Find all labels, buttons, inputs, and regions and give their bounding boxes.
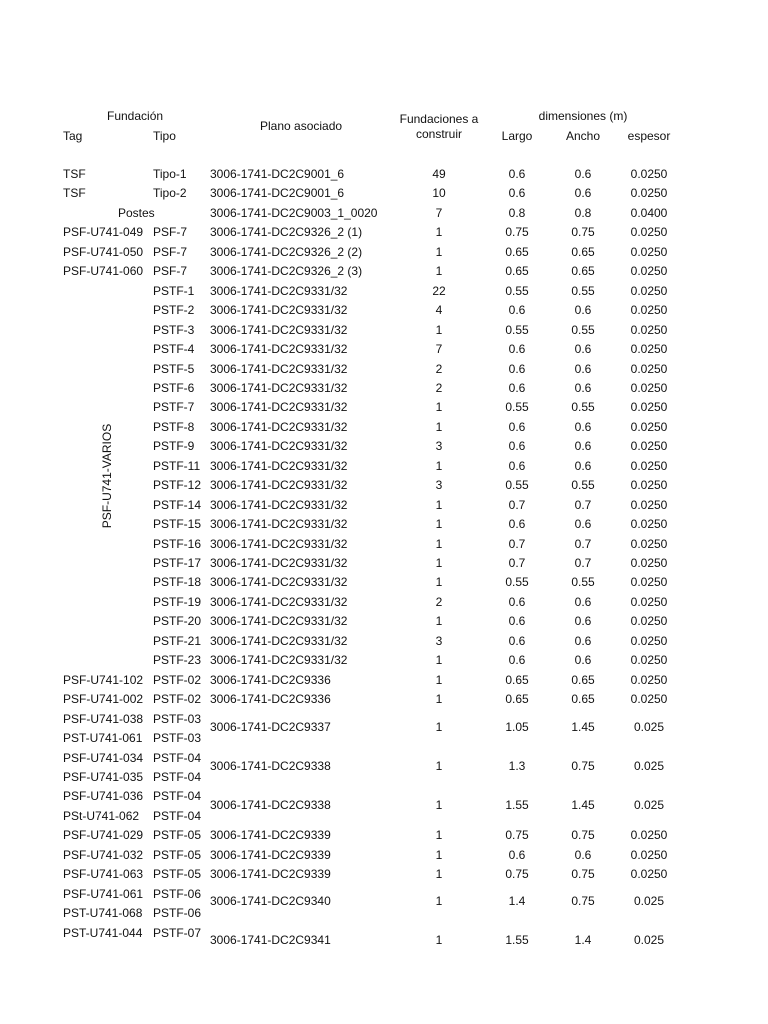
cell-ancho: 0.6: [574, 419, 592, 434]
cell-tipo: PSF-7: [153, 244, 188, 259]
header-plano-asociado: Plano asociado: [260, 119, 343, 133]
merged-plano: 3006-1741-DC2C9341: [210, 933, 331, 944]
cell-tag: PST-U741-044: [63, 925, 143, 940]
merged-ancho: 1.45: [571, 798, 595, 812]
cell-tipo: PSTF-1: [153, 283, 195, 298]
cell-plano: 3006-1741-DC2C9331/32: [210, 653, 348, 668]
cell-espesor: 0.0250: [630, 458, 668, 473]
header-espesor: espesor: [627, 129, 671, 143]
cell-plano: 3006-1741-DC2C9331/32: [210, 633, 348, 648]
cell-qty: 1: [435, 419, 443, 434]
cell-espesor: 0.0250: [630, 867, 668, 882]
cell-qty: 7: [435, 342, 443, 357]
cell-largo: 0.6: [508, 594, 526, 609]
cell-tipo: PSTF-05: [153, 847, 202, 862]
group-label-psf-u741-varios: PSF-U741-VARIOS: [100, 423, 114, 529]
cell-plano: 3006-1741-DC2C9001_6: [210, 186, 345, 201]
cell-espesor: 0.0250: [630, 244, 668, 259]
cell-qty: 1: [435, 517, 443, 532]
cell-qty: 1: [435, 400, 443, 415]
cell-largo: 0.6: [508, 614, 526, 629]
cell-largo: 0.65: [505, 264, 529, 279]
cell-qty: 3: [435, 439, 443, 454]
cell-tag: PSF-U741-063: [63, 867, 144, 882]
cell-qty: 1: [435, 672, 443, 687]
cell-tipo: PSTF-4: [153, 342, 195, 357]
cell-plano: 3006-1741-DC2C9336: [210, 692, 331, 707]
cell-plano: 3006-1741-DC2C9339: [210, 847, 331, 862]
cell-ancho: 0.55: [571, 478, 595, 493]
merged-ancho: 1.45: [571, 720, 595, 734]
cell-ancho: 0.75: [571, 225, 595, 240]
cell-largo: 0.6: [508, 517, 526, 532]
cell-tag: PSF-U741-050: [63, 244, 144, 259]
cell-ancho: 0.6: [574, 439, 592, 454]
cell-ancho: 0.65: [571, 244, 595, 259]
cell-qty: 1: [435, 828, 443, 843]
cell-largo: 0.7: [508, 536, 526, 551]
cell-ancho: 0.6: [574, 653, 592, 668]
cell-plano: 3006-1741-DC2C9331/32: [210, 400, 348, 415]
cell-plano: 3006-1741-DC2C9331/32: [210, 419, 348, 434]
cell-qty: 7: [435, 205, 443, 220]
cell-tipo: PSTF-12: [153, 478, 202, 493]
cell-largo: 0.6: [508, 342, 526, 357]
header-ancho: Ancho: [565, 129, 601, 143]
cell-ancho: 0.55: [571, 400, 595, 415]
cell-qty: 1: [435, 692, 443, 707]
cell-tipo: PSTF-14: [153, 497, 202, 512]
merged-plano: 3006-1741-DC2C9338: [210, 759, 331, 773]
cell-espesor: 0.0250: [630, 594, 668, 609]
cell-tipo: PSTF-03: [153, 731, 202, 746]
header-tipo: Tipo: [153, 129, 176, 143]
cell-largo: 0.6: [508, 458, 526, 473]
cell-espesor: 0.0250: [630, 556, 668, 570]
cell-tipo: PSTF-06: [153, 886, 202, 901]
cell-ancho: 0.55: [571, 575, 595, 590]
cell-tag: PST-U741-068: [63, 906, 143, 921]
cell-espesor: 0.0250: [630, 692, 668, 707]
cell-plano: 3006-1741-DC2C9326_2 (1): [210, 225, 363, 240]
cell-plano: 3006-1741-DC2C9331/32: [210, 536, 348, 551]
cell-tag: TSF: [63, 167, 86, 181]
cell-espesor: 0.0250: [630, 672, 668, 687]
cell-tipo: PSTF-17: [153, 556, 202, 570]
cell-tag: PSF-U741-102: [63, 672, 144, 687]
cell-tipo: PSTF-8: [153, 419, 195, 434]
cell-tag: PSF-U741-036: [63, 789, 144, 804]
cell-largo: 0.6: [508, 361, 526, 376]
cell-ancho: 0.7: [574, 536, 592, 551]
cell-tipo: PSTF-11: [153, 458, 201, 473]
cell-qty: 1: [435, 847, 443, 862]
cell-qty: 1: [435, 614, 443, 629]
cell-espesor: 0.0250: [630, 225, 668, 240]
cell-largo: 0.7: [508, 497, 526, 512]
cell-ancho: 0.6: [574, 458, 592, 473]
cell-qty: 2: [435, 594, 443, 609]
merged-largo: 1.4: [508, 894, 526, 908]
cell-qty: 49: [432, 167, 446, 181]
cell-tag: PSF-U741-029: [63, 828, 144, 843]
merged-qty: 1: [435, 759, 443, 773]
cell-largo: 0.75: [505, 828, 529, 843]
cell-qty: 3: [435, 478, 443, 493]
cell-ancho: 0.6: [574, 361, 592, 376]
cell-tag: PSF-U741-002: [63, 692, 144, 707]
cell-tipo: PSTF-9: [153, 439, 195, 454]
cell-ancho: 0.6: [574, 342, 592, 357]
cell-largo: 0.6: [508, 167, 526, 181]
merged-espesor: 0.025: [633, 894, 665, 908]
merged-qty: 1: [435, 894, 443, 908]
header-fundacion: Fundación: [107, 109, 164, 123]
cell-plano: 3006-1741-DC2C9331/32: [210, 575, 348, 590]
merged-plano: 3006-1741-DC2C9340: [210, 894, 331, 908]
cell-espesor: 0.0250: [630, 186, 668, 201]
merged-largo: 1.3: [508, 759, 526, 773]
cell-tipo: PSTF-23: [153, 653, 202, 668]
cell-tipo: PSTF-04: [153, 808, 202, 823]
cell-espesor: 0.0250: [630, 380, 668, 395]
cell-largo: 0.75: [505, 867, 529, 882]
cell-ancho: 0.75: [571, 867, 595, 882]
cell-qty: 4: [435, 303, 443, 318]
cell-tipo: PSTF-20: [153, 614, 202, 629]
cell-largo: 0.65: [505, 244, 529, 259]
cell-largo: 0.8: [508, 205, 526, 220]
cell-ancho: 0.65: [571, 692, 595, 707]
cell-espesor: 0.0250: [630, 264, 668, 279]
cell-ancho: 0.6: [574, 167, 592, 181]
cell-espesor: 0.0250: [630, 633, 668, 648]
cell-ancho: 0.7: [574, 497, 592, 512]
cell-qty: 1: [435, 556, 443, 570]
cell-ancho: 0.65: [571, 264, 595, 279]
cell-ancho: 0.6: [574, 614, 592, 629]
cell-tag: PSt-U741-062: [63, 808, 140, 823]
cell-largo: 0.6: [508, 653, 526, 668]
cell-ancho: 0.6: [574, 186, 592, 201]
merged-ancho: 1.4: [574, 933, 592, 944]
cell-tipo: Tipo-2: [153, 186, 187, 201]
cell-qty: 1: [435, 575, 443, 590]
cell-plano: 3006-1741-DC2C9336: [210, 672, 331, 687]
cell-qty: 2: [435, 380, 443, 395]
header-tag: Tag: [63, 129, 83, 143]
cell-qty: 1: [435, 225, 443, 240]
cell-qty: 10: [432, 186, 446, 201]
merged-ancho: 0.75: [571, 759, 595, 773]
cell-plano: 3006-1741-DC2C9331/32: [210, 458, 348, 473]
cell-tipo: PSF-7: [153, 264, 188, 279]
cell-plano: 3006-1741-DC2C9331/32: [210, 322, 348, 337]
cell-tipo: PSTF-19: [153, 594, 202, 609]
cell-ancho: 0.55: [571, 283, 595, 298]
cell-largo: 0.55: [505, 400, 529, 415]
cell-espesor: 0.0250: [630, 478, 668, 493]
merged-qty: 1: [435, 720, 443, 734]
cell-largo: 0.6: [508, 303, 526, 318]
cell-tipo: PSTF-6: [153, 380, 195, 395]
cell-qty: 22: [432, 283, 446, 298]
header-fundaciones-line1: Fundaciones a: [399, 112, 479, 126]
cell-plano: 3006-1741-DC2C9331/32: [210, 439, 348, 454]
cell-espesor: 0.0250: [630, 322, 668, 337]
merged-largo: 1.55: [505, 933, 529, 944]
cell-espesor: 0.0250: [630, 828, 668, 843]
cell-tag: PSF-U741-060: [63, 264, 144, 279]
cell-espesor: 0.0400: [630, 205, 668, 220]
cell-plano: 3006-1741-DC2C9339: [210, 828, 331, 843]
cell-espesor: 0.0250: [630, 614, 668, 629]
merged-largo: 1.05: [505, 720, 529, 734]
header-fundaciones-line2: construir: [415, 127, 463, 141]
cell-largo: 0.75: [505, 225, 529, 240]
cell-tag: Postes: [118, 205, 155, 220]
cell-tipo: PSTF-02: [153, 672, 202, 687]
cell-plano: 3006-1741-DC2C9331/32: [210, 614, 348, 629]
cell-qty: 1: [435, 653, 443, 668]
cell-ancho: 0.6: [574, 594, 592, 609]
cell-tipo: Tipo-1: [153, 167, 187, 181]
cell-tag: PSF-U741-061: [63, 886, 144, 901]
cell-tipo: PSTF-07: [153, 925, 202, 940]
cell-largo: 0.7: [508, 556, 526, 570]
cell-qty: 1: [435, 244, 443, 259]
cell-espesor: 0.0250: [630, 575, 668, 590]
cell-tipo: PSTF-21: [153, 633, 202, 648]
cell-plano: 3006-1741-DC2C9331/32: [210, 517, 348, 532]
cell-largo: 0.65: [505, 672, 529, 687]
cell-espesor: 0.0250: [630, 653, 668, 668]
cell-plano: 3006-1741-DC2C9331/32: [210, 342, 348, 357]
cell-tag: TSF: [63, 186, 86, 201]
cell-tag: PSF-U741-035: [63, 769, 144, 784]
cell-tipo: PSF-7: [153, 225, 188, 240]
cell-qty: 1: [435, 264, 443, 279]
cell-plano: 3006-1741-DC2C9331/32: [210, 283, 348, 298]
cell-tipo: PSTF-05: [153, 828, 202, 843]
merged-espesor: 0.025: [633, 798, 665, 812]
cell-plano: 3006-1741-DC2C9339: [210, 867, 331, 882]
cell-plano: 3006-1741-DC2C9331/32: [210, 380, 348, 395]
cell-tag: PSF-U741-032: [63, 847, 144, 862]
cell-largo: 0.55: [505, 575, 529, 590]
cell-ancho: 0.6: [574, 517, 592, 532]
cell-tipo: PSTF-3: [153, 322, 195, 337]
cell-largo: 0.55: [505, 322, 529, 337]
cell-plano: 3006-1741-DC2C9331/32: [210, 478, 348, 493]
cell-espesor: 0.0250: [630, 439, 668, 454]
cell-espesor: 0.0250: [630, 536, 668, 551]
cell-espesor: 0.0250: [630, 283, 668, 298]
cell-largo: 0.6: [508, 419, 526, 434]
cell-plano: 3006-1741-DC2C9331/32: [210, 361, 348, 376]
cell-ancho: 0.7: [574, 556, 592, 570]
merged-espesor: 0.025: [633, 759, 665, 773]
cell-tipo: PSTF-04: [153, 769, 202, 784]
cell-largo: 0.65: [505, 692, 529, 707]
cell-qty: 3: [435, 633, 443, 648]
merged-plano: 3006-1741-DC2C9338: [210, 798, 331, 812]
merged-ancho: 0.75: [571, 894, 595, 908]
cell-tipo: PSTF-18: [153, 575, 202, 590]
cell-tipo: PSTF-05: [153, 867, 202, 882]
merged-largo: 1.55: [505, 798, 529, 812]
cell-qty: 1: [435, 322, 443, 337]
header-largo: Largo: [501, 129, 533, 143]
merged-qty: 1: [435, 798, 443, 812]
cell-espesor: 0.0250: [630, 847, 668, 862]
cell-plano: 3006-1741-DC2C9326_2 (3): [210, 264, 363, 279]
cell-espesor: 0.0250: [630, 342, 668, 357]
cell-ancho: 0.6: [574, 633, 592, 648]
cell-tag: PST-U741-061: [63, 731, 143, 746]
cell-largo: 0.6: [508, 186, 526, 201]
merged-plano: 3006-1741-DC2C9337: [210, 720, 331, 734]
cell-plano: 3006-1741-DC2C9331/32: [210, 594, 348, 609]
cell-espesor: 0.0250: [630, 497, 668, 512]
cell-qty: 2: [435, 361, 443, 376]
cell-espesor: 0.0250: [630, 361, 668, 376]
cell-ancho: 0.6: [574, 303, 592, 318]
cell-tipo: PSTF-5: [153, 361, 195, 376]
cell-plano: 3006-1741-DC2C9331/32: [210, 497, 348, 512]
cell-tag: PSF-U741-034: [63, 750, 144, 765]
cell-largo: 0.6: [508, 847, 526, 862]
cell-qty: 1: [435, 536, 443, 551]
cell-ancho: 0.65: [571, 672, 595, 687]
cell-espesor: 0.0250: [630, 400, 668, 415]
cell-plano: 3006-1741-DC2C9003_1_0020: [210, 205, 378, 220]
cell-tipo: PSTF-15: [153, 517, 202, 532]
cell-espesor: 0.0250: [630, 517, 668, 532]
cell-tipo: PSTF-7: [153, 400, 195, 415]
cell-largo: 0.6: [508, 633, 526, 648]
cell-qty: 1: [435, 497, 443, 512]
cell-tag: PSF-U741-049: [63, 225, 144, 240]
cell-ancho: 0.6: [574, 847, 592, 862]
cell-tipo: PSTF-03: [153, 711, 202, 726]
cell-largo: 0.6: [508, 380, 526, 395]
cell-largo: 0.55: [505, 478, 529, 493]
cell-ancho: 0.6: [574, 380, 592, 395]
cell-qty: 1: [435, 458, 443, 473]
cell-ancho: 0.8: [574, 205, 592, 220]
cell-plano: 3006-1741-DC2C9331/32: [210, 556, 348, 570]
merged-qty: 1: [435, 933, 443, 944]
cell-espesor: 0.0250: [630, 419, 668, 434]
cell-largo: 0.55: [505, 283, 529, 298]
cell-tag: PSF-U741-038: [63, 711, 144, 726]
cell-tipo: PSTF-16: [153, 536, 202, 551]
cell-tipo: PSTF-04: [153, 750, 202, 765]
cell-tipo: PSTF-04: [153, 789, 202, 804]
cell-tipo: PSTF-2: [153, 303, 195, 318]
cell-tipo: PSTF-06: [153, 906, 202, 921]
header-dimensiones: dimensiones (m): [538, 109, 628, 123]
cell-ancho: 0.55: [571, 322, 595, 337]
cell-ancho: 0.75: [571, 828, 595, 843]
cell-espesor: 0.0250: [630, 303, 668, 318]
cell-plano: 3006-1741-DC2C9326_2 (2): [210, 244, 363, 259]
merged-espesor: 0.025: [633, 933, 665, 944]
cell-plano: 3006-1741-DC2C9001_6: [210, 167, 345, 181]
cell-espesor: 0.0250: [630, 167, 668, 181]
cell-largo: 0.6: [508, 439, 526, 454]
cell-plano: 3006-1741-DC2C9331/32: [210, 303, 348, 318]
merged-espesor: 0.025: [633, 720, 665, 734]
cell-qty: 1: [435, 867, 443, 882]
cell-tipo: PSTF-02: [153, 692, 202, 707]
